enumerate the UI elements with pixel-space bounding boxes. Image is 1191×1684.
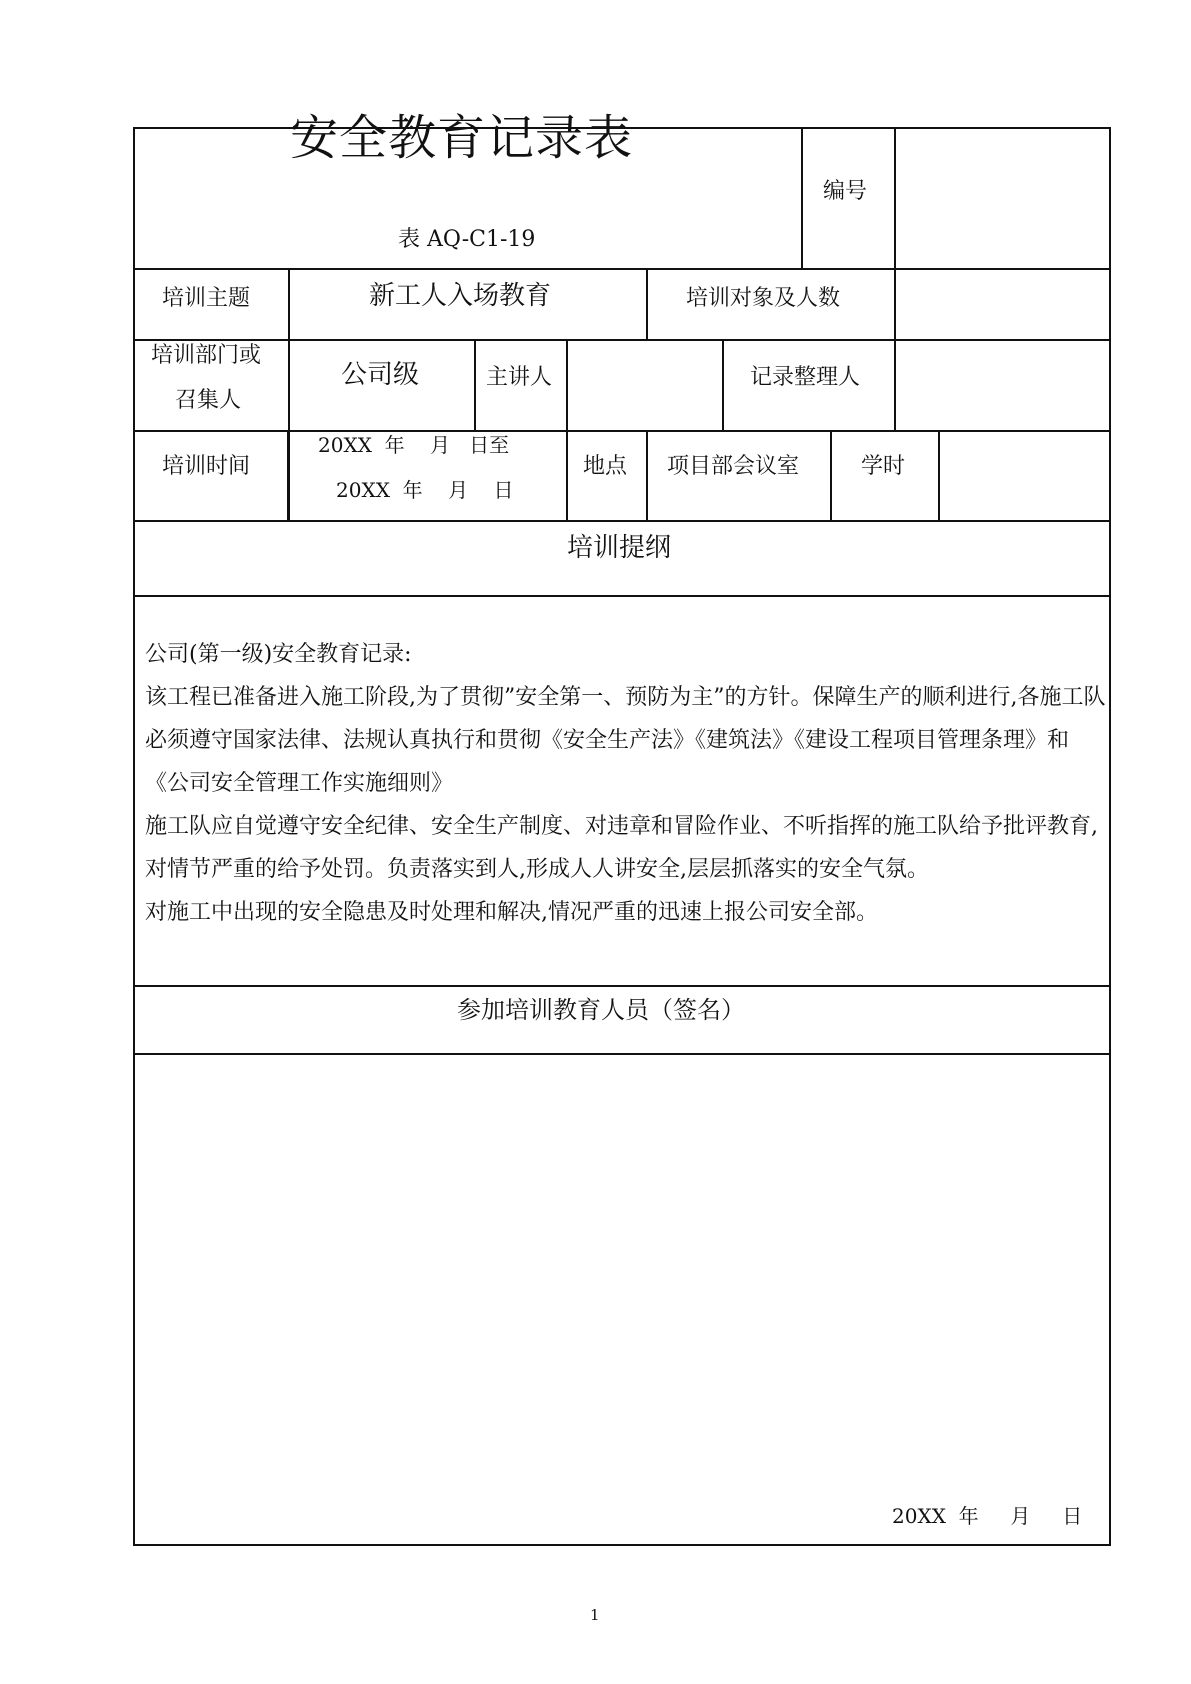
time-line2[interactable]: 20XX 年 月 日 [336, 478, 514, 502]
col-divider [288, 339, 290, 431]
col-divider [474, 339, 476, 431]
topic-label: 培训主题 [162, 286, 251, 311]
place-value[interactable]: 项目部会议室 [667, 454, 800, 479]
row-divider [133, 1053, 1111, 1055]
outline-paragraph: 该工程已准备进入施工阶段,为了贯彻”安全第一、预防为主”的方针。保障生产的顺利进行,各施工队必须遵守国家法律、法规认真执行和贯彻《安全生产法》《建筑法》《建设工程项目管理条理》和《公司安全管理工作实施细则》 [145, 685, 1106, 796]
col-divider [287, 430, 290, 521]
row-divider [133, 268, 1111, 270]
col-divider [566, 339, 568, 431]
attendees-heading: 参加培训教育人员（签名） [457, 996, 745, 1024]
col-divider [722, 339, 724, 431]
recorder-label: 记录整理人 [750, 365, 861, 390]
dept-label-line1: 培训部门或 [151, 343, 262, 368]
page-number: 1 [590, 1606, 600, 1624]
col-divider [894, 268, 896, 340]
place-label: 地点 [583, 454, 628, 479]
time-line1[interactable]: 20XX 年 月 日至 [318, 433, 510, 457]
form-code: 表 AQ-C1-19 [398, 227, 536, 252]
dept-label-line2: 召集人 [175, 388, 242, 413]
outline-body [145, 633, 1110, 934]
row-divider [133, 595, 1111, 597]
audience-label: 培训对象及人数 [686, 286, 841, 311]
col-divider [801, 127, 803, 269]
col-divider [894, 127, 896, 269]
hours-label: 学时 [861, 454, 906, 479]
document-title: 安全教育记录表 [290, 110, 634, 166]
sign-date[interactable]: 20XX 年 月 日 [892, 1504, 1083, 1528]
row-divider [133, 520, 1111, 522]
col-divider [646, 268, 648, 340]
col-divider [288, 268, 290, 340]
row-divider [133, 985, 1111, 987]
col-divider [938, 430, 940, 521]
outline-heading: 培训提纲 [567, 533, 672, 563]
dept-value[interactable]: 公司级 [341, 360, 420, 390]
col-divider [894, 339, 896, 431]
row-divider [133, 430, 1111, 432]
col-divider [566, 430, 568, 521]
row-divider [133, 339, 1111, 341]
time-label: 培训时间 [162, 454, 251, 479]
outline-paragraph: 对施工中出现的安全隐患及时处理和解决,情况严重的迅速上报公司安全部。 [145, 900, 878, 925]
outline-paragraph: 公司(第一级)安全教育记录: [145, 642, 412, 667]
outline-paragraph: 施工队应自觉遵守安全纪律、安全生产制度、对违章和冒险作业、不听指挥的施工队给予批评教育,对情节严重的给予处罚。负责落实到人,形成人人讲安全,层层抓落实的安全气氛。 [145, 814, 1098, 882]
number-label: 编号 [823, 179, 868, 204]
col-divider [646, 430, 648, 521]
attendees-signature-area[interactable] [145, 1065, 1095, 1485]
col-divider [830, 430, 832, 521]
topic-value[interactable]: 新工人入场教育 [369, 281, 552, 311]
speaker-label: 主讲人 [486, 365, 553, 390]
